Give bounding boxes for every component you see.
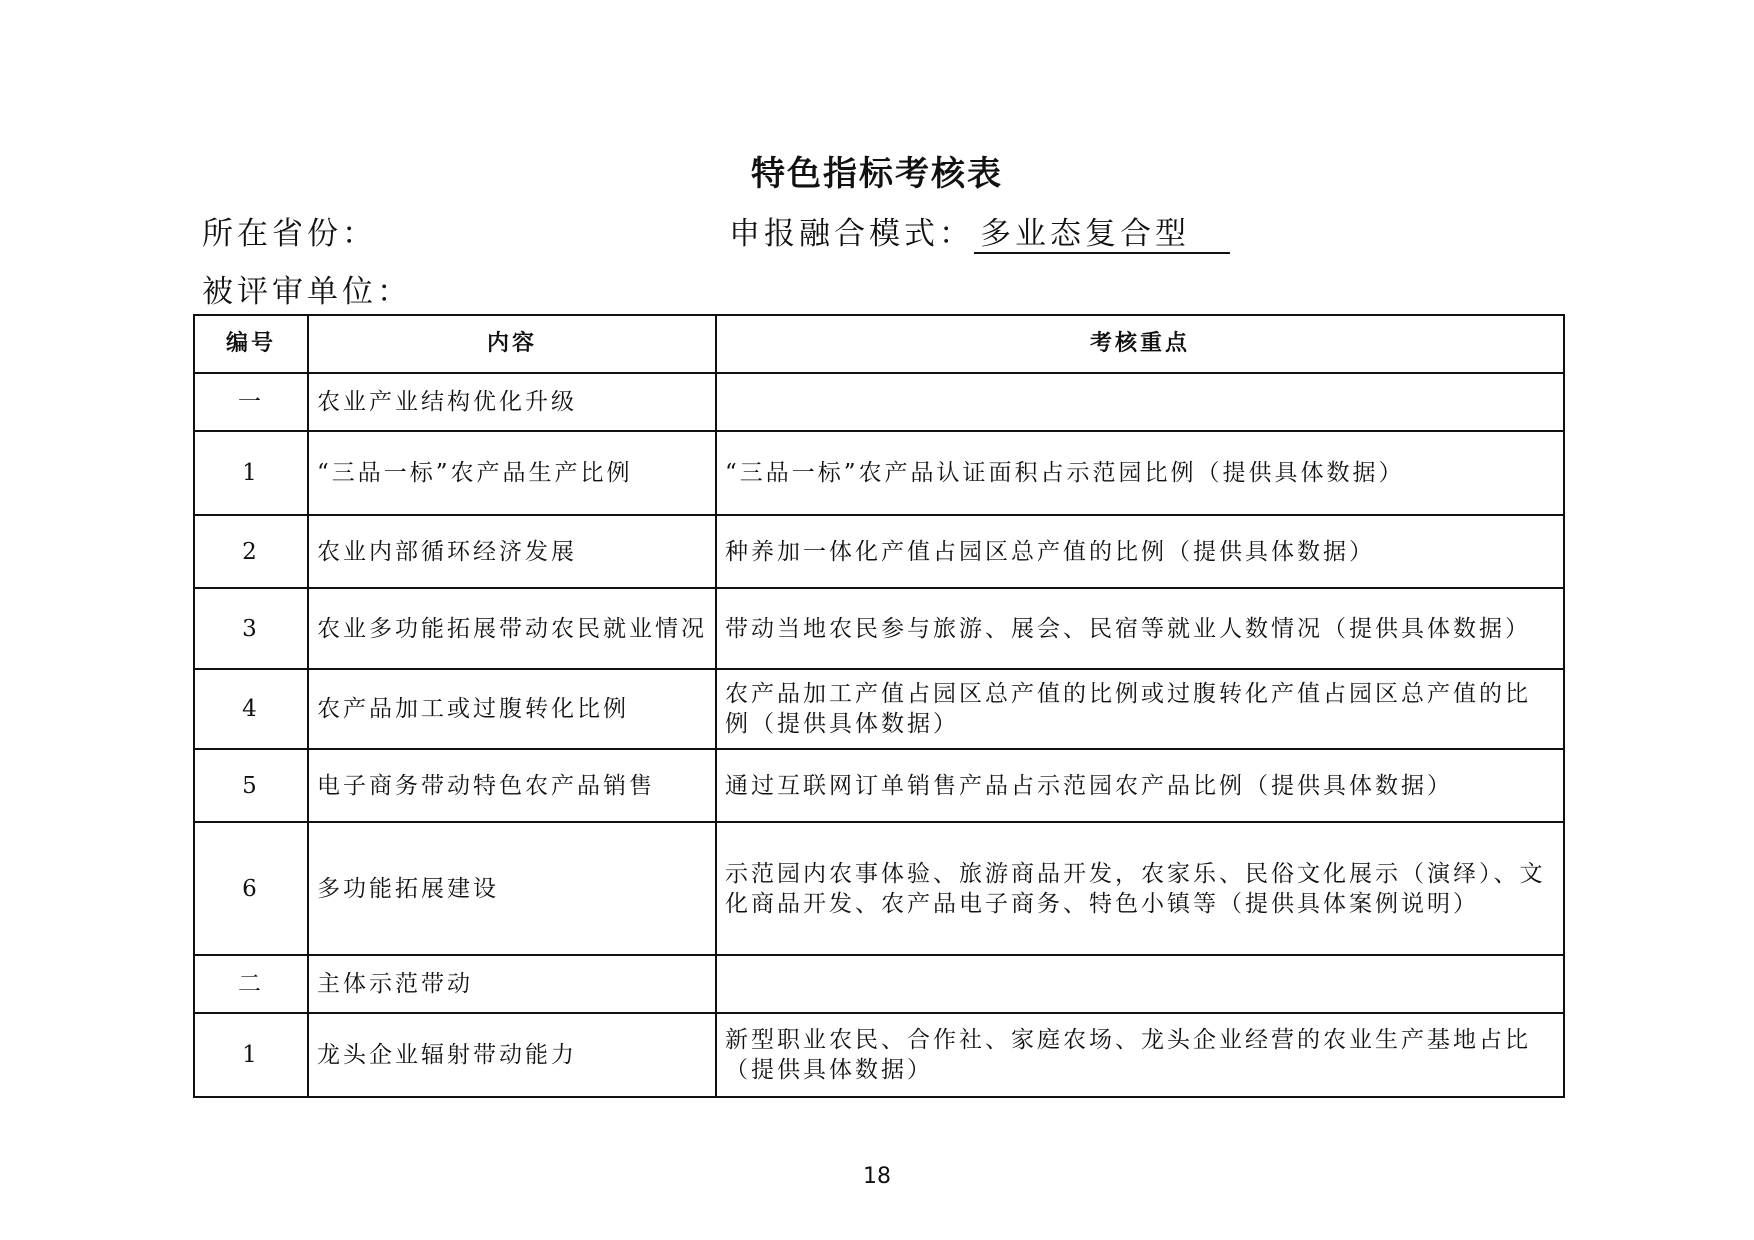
- section-title: 主体示范带动: [308, 955, 716, 1013]
- section-focus-empty: [716, 373, 1564, 431]
- section-row: [194, 955, 1564, 1013]
- row-focus: 示范园内农事体验、旅游商品开发，农家乐、民俗文化展示（演绎）、文化商品开发、农产品电子商务、特色小镇等（提供具体案例说明）: [716, 822, 1564, 955]
- table-row: [194, 515, 1564, 588]
- row-focus: 带动当地农民参与旅游、展会、民宿等就业人数情况（提供具体数据）: [716, 588, 1564, 669]
- fusion-mode-value: 多业态复合型: [974, 216, 1230, 254]
- row-content: 农业多功能拓展带动农民就业情况: [308, 588, 716, 669]
- row-focus: 新型职业农民、合作社、家庭农场、龙头企业经营的农业生产基地占比（提供具体数据）: [716, 1013, 1564, 1097]
- row-number: 5: [194, 749, 308, 822]
- row-content: 电子商务带动特色农产品销售: [308, 749, 716, 822]
- row-focus: 种养加一体化产值占园区总产值的比例（提供具体数据）: [716, 515, 1564, 588]
- table-row: [194, 431, 1564, 515]
- row-number: 1: [194, 1013, 308, 1097]
- section-number: 一: [194, 373, 308, 431]
- province-label: 所在省份：: [202, 216, 377, 252]
- page-number: 18: [863, 1164, 891, 1189]
- province-field: [202, 208, 377, 253]
- fusion-mode-field: [729, 208, 1230, 254]
- evaluated-unit-label: 被评审单位：: [202, 274, 412, 310]
- evaluated-unit-field: [202, 266, 412, 311]
- table-row: [194, 669, 1564, 749]
- row-content: 多功能拓展建设: [308, 822, 716, 955]
- row-content: 农业内部循环经济发展: [308, 515, 716, 588]
- row-number: 3: [194, 588, 308, 669]
- row-focus: “三品一标”农产品认证面积占示范园比例（提供具体数据）: [716, 431, 1564, 515]
- row-content: 农产品加工或过腹转化比例: [308, 669, 716, 749]
- row-focus: 通过互联网订单销售产品占示范园农产品比例（提供具体数据）: [716, 749, 1564, 822]
- row-number: 2: [194, 515, 308, 588]
- table-row: [194, 822, 1564, 955]
- row-content: “三品一标”农产品生产比例: [308, 431, 716, 515]
- table-row: [194, 588, 1564, 669]
- row-content: 龙头企业辐射带动能力: [308, 1013, 716, 1097]
- document-title: 特色指标考核表: [751, 154, 1003, 194]
- header-number: 编号: [194, 315, 308, 373]
- header-content: 内容: [308, 315, 716, 373]
- fusion-mode-label: 申报融合模式：: [729, 216, 974, 252]
- row-number: 4: [194, 669, 308, 749]
- row-number: 6: [194, 822, 308, 955]
- header-focus: 考核重点: [716, 315, 1564, 373]
- table-row: [194, 749, 1564, 822]
- table-header-row: [194, 315, 1564, 373]
- row-focus: 农产品加工产值占园区总产值的比例或过腹转化产值占园区总产值的比例（提供具体数据）: [716, 669, 1564, 749]
- section-row: [194, 373, 1564, 431]
- section-title: 农业产业结构优化升级: [308, 373, 716, 431]
- section-focus-empty: [716, 955, 1564, 1013]
- section-number: 二: [194, 955, 308, 1013]
- assessment-table: [193, 314, 1565, 1098]
- row-number: 1: [194, 431, 308, 515]
- table-row: [194, 1013, 1564, 1097]
